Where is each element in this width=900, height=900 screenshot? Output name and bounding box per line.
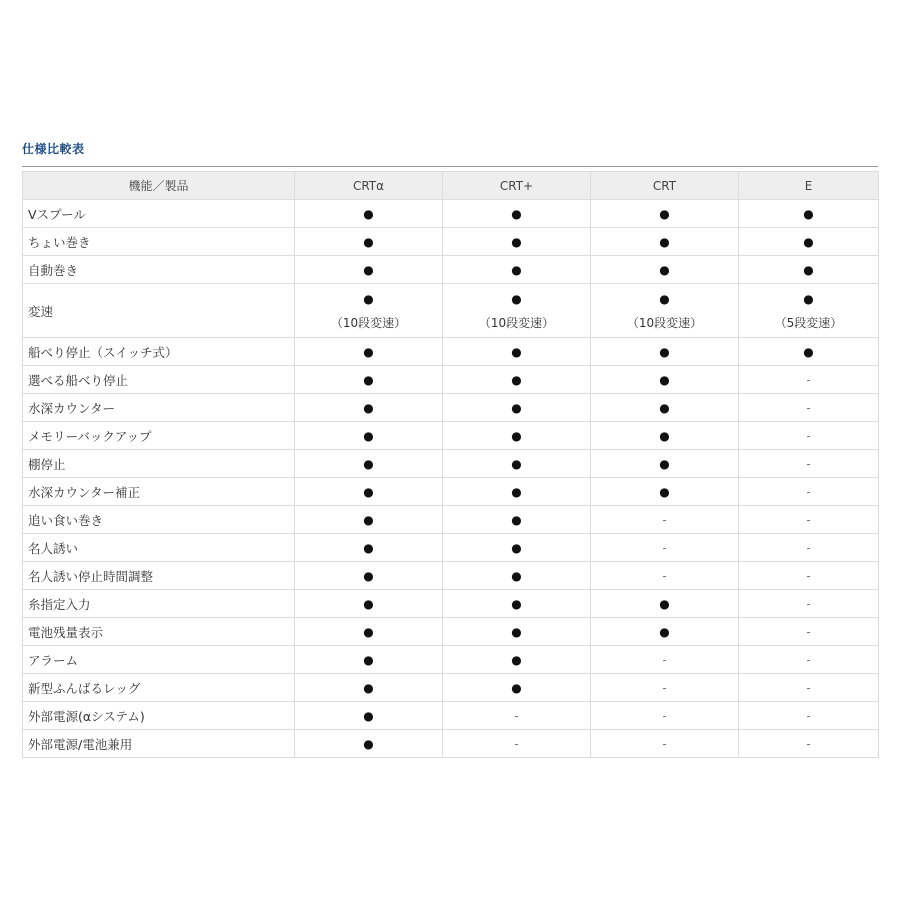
supported-mark: ●: [659, 401, 670, 415]
value-cell: [739, 590, 879, 618]
not-supported-mark: -: [662, 737, 667, 751]
speed-note: （10段変速）: [478, 315, 555, 330]
value-cell: [591, 200, 739, 228]
feature-label: ちょい巻き: [23, 228, 295, 256]
table-row: [23, 338, 879, 366]
table-row: [23, 534, 879, 562]
value-cell: [739, 422, 879, 450]
supported-mark: ●: [363, 373, 374, 387]
feature-label: 追い食い巻き: [23, 506, 295, 534]
not-supported-mark: -: [662, 541, 667, 555]
supported-mark: ●: [659, 597, 670, 611]
table-row: [23, 450, 879, 478]
supported-mark: ●: [363, 429, 374, 443]
supported-mark: ●: [363, 401, 374, 415]
supported-mark: ●: [659, 485, 670, 499]
value-cell: [591, 284, 739, 338]
header-e: E: [739, 172, 879, 200]
feature-label: 名人誘い停止時間調整: [23, 562, 295, 590]
feature-label: アラーム: [23, 646, 295, 674]
supported-mark: ●: [363, 345, 374, 359]
feature-label: 自動巻き: [23, 256, 295, 284]
supported-mark: ●: [511, 569, 522, 583]
supported-mark: ●: [363, 737, 374, 751]
table-row: [23, 730, 879, 758]
value-cell: [295, 506, 443, 534]
feature-label: 船べり停止（スイッチ式）: [23, 338, 295, 366]
table-row: [23, 256, 879, 284]
supported-mark: ●: [511, 485, 522, 499]
feature-label: 棚停止: [23, 450, 295, 478]
value-cell: [443, 422, 591, 450]
title-divider: [22, 166, 878, 167]
supported-mark: ●: [659, 429, 670, 443]
value-cell: [739, 562, 879, 590]
not-supported-mark: -: [806, 709, 811, 723]
supported-mark: ●: [363, 235, 374, 249]
supported-mark: ●: [511, 291, 522, 306]
supported-mark: ●: [511, 625, 522, 639]
supported-mark: ●: [659, 373, 670, 387]
supported-mark: ●: [803, 235, 814, 249]
supported-mark: ●: [511, 207, 522, 221]
table-row: [23, 200, 879, 228]
not-supported-mark: -: [806, 541, 811, 555]
not-supported-mark: -: [806, 457, 811, 471]
supported-mark: ●: [511, 653, 522, 667]
not-supported-mark: -: [662, 513, 667, 527]
value-cell: [295, 256, 443, 284]
speed-note: （5段変速）: [774, 315, 843, 330]
value-cell: [591, 646, 739, 674]
supported-mark: ●: [803, 345, 814, 359]
value-cell: [591, 702, 739, 730]
value-cell: [295, 562, 443, 590]
feature-label: 外部電源/電池兼用: [23, 730, 295, 758]
value-cell: [591, 674, 739, 702]
not-supported-mark: -: [806, 429, 811, 443]
value-cell: [295, 674, 443, 702]
supported-mark: ●: [511, 235, 522, 249]
supported-mark: ●: [363, 653, 374, 667]
value-cell: [443, 562, 591, 590]
feature-label: 選べる船べり停止: [23, 366, 295, 394]
supported-mark: ●: [803, 207, 814, 221]
not-supported-mark: -: [514, 709, 519, 723]
table-row: [23, 394, 879, 422]
not-supported-mark: -: [662, 653, 667, 667]
spec-comparison-table: [22, 171, 879, 758]
value-cell: [443, 646, 591, 674]
not-supported-mark: -: [662, 681, 667, 695]
value-cell: [739, 506, 879, 534]
not-supported-mark: -: [806, 681, 811, 695]
header-feature-product: 機能／製品: [23, 172, 295, 200]
value-cell: [591, 618, 739, 646]
feature-label: メモリーバックアップ: [23, 422, 295, 450]
value-cell: [443, 200, 591, 228]
value-cell: [739, 256, 879, 284]
table-row: [23, 422, 879, 450]
supported-mark: ●: [363, 625, 374, 639]
supported-mark: ●: [363, 263, 374, 277]
value-cell: [739, 284, 879, 338]
table-row: [23, 618, 879, 646]
feature-label: 水深カウンター補正: [23, 478, 295, 506]
not-supported-mark: -: [806, 401, 811, 415]
value-cell: [443, 450, 591, 478]
value-cell: [295, 534, 443, 562]
value-cell: [295, 394, 443, 422]
supported-mark: ●: [659, 345, 670, 359]
value-cell: [739, 450, 879, 478]
value-cell: [591, 228, 739, 256]
not-supported-mark: -: [806, 625, 811, 639]
supported-mark: ●: [363, 513, 374, 527]
feature-label: 水深カウンター: [23, 394, 295, 422]
value-cell: [591, 730, 739, 758]
feature-label: 変速: [23, 284, 295, 338]
supported-mark: ●: [511, 681, 522, 695]
supported-mark: ●: [363, 569, 374, 583]
supported-mark: ●: [363, 597, 374, 611]
value-cell: [739, 478, 879, 506]
not-supported-mark: -: [514, 737, 519, 751]
supported-mark: ●: [659, 291, 670, 306]
value-cell: [295, 450, 443, 478]
table-row: [23, 478, 879, 506]
value-cell: [295, 422, 443, 450]
header-crt-alpha: CRTα: [295, 172, 443, 200]
value-cell: [739, 534, 879, 562]
supported-mark: ●: [511, 597, 522, 611]
table-row: [23, 590, 879, 618]
header-crt-plus: CRT+: [443, 172, 591, 200]
value-cell: [443, 674, 591, 702]
value-cell: [443, 730, 591, 758]
value-cell: [295, 730, 443, 758]
supported-mark: ●: [659, 235, 670, 249]
value-cell: [295, 590, 443, 618]
value-cell: [591, 394, 739, 422]
value-cell: [591, 450, 739, 478]
supported-mark: ●: [659, 625, 670, 639]
table-body: [23, 200, 879, 758]
supported-mark: ●: [511, 401, 522, 415]
table-header-row: [23, 172, 879, 200]
value-cell: [295, 618, 443, 646]
value-cell: [443, 338, 591, 366]
value-cell: [295, 366, 443, 394]
supported-mark: ●: [803, 291, 814, 306]
feature-label: 名人誘い: [23, 534, 295, 562]
value-cell: [295, 228, 443, 256]
not-supported-mark: -: [806, 653, 811, 667]
value-cell: [591, 338, 739, 366]
value-cell: [739, 702, 879, 730]
table-row: [23, 646, 879, 674]
value-cell: [443, 394, 591, 422]
table-row: [23, 506, 879, 534]
value-cell: [591, 256, 739, 284]
supported-mark: ●: [511, 457, 522, 471]
value-cell: [739, 200, 879, 228]
value-cell: [739, 338, 879, 366]
table-row: [23, 366, 879, 394]
value-cell: [443, 478, 591, 506]
value-cell: [591, 562, 739, 590]
value-cell: [739, 618, 879, 646]
supported-mark: ●: [363, 485, 374, 499]
value-cell: [591, 422, 739, 450]
value-cell: [295, 338, 443, 366]
supported-mark: ●: [511, 541, 522, 555]
not-supported-mark: -: [806, 569, 811, 583]
value-cell: [739, 366, 879, 394]
feature-label: 新型ふんばるレッグ: [23, 674, 295, 702]
value-cell: [295, 702, 443, 730]
value-cell: [443, 618, 591, 646]
value-cell: [739, 394, 879, 422]
value-cell: [443, 284, 591, 338]
table-row: [23, 674, 879, 702]
value-cell: [443, 534, 591, 562]
supported-mark: ●: [363, 541, 374, 555]
value-cell: [591, 534, 739, 562]
value-cell: [443, 702, 591, 730]
not-supported-mark: -: [806, 485, 811, 499]
table-row: [23, 702, 879, 730]
value-cell: [443, 506, 591, 534]
value-cell: [295, 646, 443, 674]
not-supported-mark: -: [806, 737, 811, 751]
value-cell: [295, 200, 443, 228]
table-row: [23, 562, 879, 590]
value-cell: [591, 366, 739, 394]
value-cell: [591, 590, 739, 618]
supported-mark: ●: [363, 709, 374, 723]
supported-mark: ●: [363, 207, 374, 221]
value-cell: [739, 730, 879, 758]
value-cell: [591, 506, 739, 534]
supported-mark: ●: [363, 291, 374, 306]
feature-label: Vスプール: [23, 200, 295, 228]
section-title: 仕様比較表: [22, 142, 85, 156]
feature-label: 糸指定入力: [23, 590, 295, 618]
not-supported-mark: -: [806, 597, 811, 611]
supported-mark: ●: [511, 345, 522, 359]
value-cell: [295, 284, 443, 338]
supported-mark: ●: [511, 263, 522, 277]
supported-mark: ●: [511, 513, 522, 527]
not-supported-mark: -: [662, 569, 667, 583]
supported-mark: ●: [659, 207, 670, 221]
value-cell: [443, 228, 591, 256]
speed-note: （10段変速）: [330, 315, 407, 330]
header-crt: CRT: [591, 172, 739, 200]
table-row: [23, 228, 879, 256]
speed-note: （10段変速）: [626, 315, 703, 330]
table-row: [23, 284, 879, 338]
feature-label: 電池残量表示: [23, 618, 295, 646]
not-supported-mark: -: [806, 513, 811, 527]
supported-mark: ●: [511, 429, 522, 443]
value-cell: [443, 366, 591, 394]
value-cell: [443, 256, 591, 284]
supported-mark: ●: [511, 373, 522, 387]
value-cell: [295, 478, 443, 506]
value-cell: [739, 228, 879, 256]
not-supported-mark: -: [662, 709, 667, 723]
supported-mark: ●: [659, 263, 670, 277]
feature-label: 外部電源(αシステム): [23, 702, 295, 730]
supported-mark: ●: [363, 457, 374, 471]
supported-mark: ●: [803, 263, 814, 277]
not-supported-mark: -: [806, 373, 811, 387]
value-cell: [443, 590, 591, 618]
value-cell: [591, 478, 739, 506]
supported-mark: ●: [659, 457, 670, 471]
value-cell: [739, 674, 879, 702]
supported-mark: ●: [363, 681, 374, 695]
value-cell: [739, 646, 879, 674]
